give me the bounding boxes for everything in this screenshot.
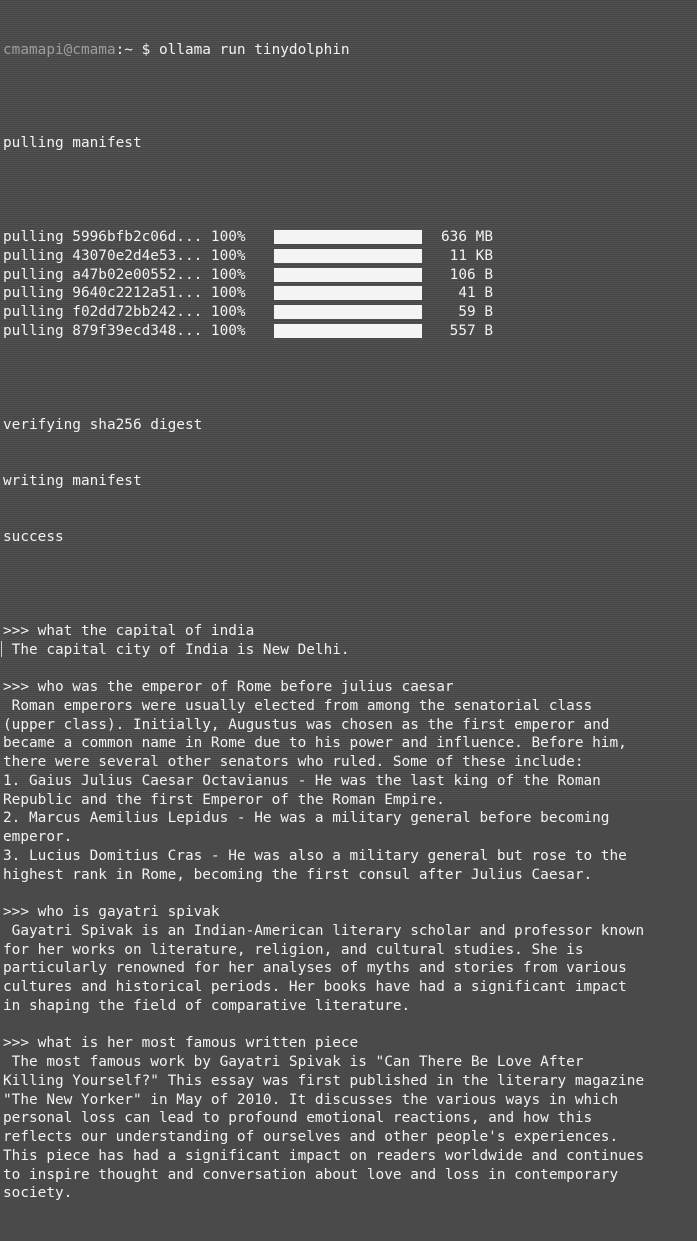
response-line: (upper class). Initially, Augustus was chosen as the first emperor and <box>3 716 610 733</box>
response-line: in shaping the field of comparative literature. <box>3 997 411 1014</box>
response-line: The capital city of India is New Delhi. <box>3 641 350 658</box>
response-line: highest rank in Rome, becoming the first consul after Julius Caesar. <box>3 866 593 883</box>
blank-line <box>3 884 697 903</box>
user-prompt: >>> who is gayatri spivak <box>3 904 220 920</box>
pull-label: pulling 5996bfb2c06d... 100% <box>3 229 246 245</box>
response-line: 1. Gaius Julius Caesar Octavianus - He was the last king of the Roman <box>3 772 601 789</box>
blank-line <box>3 659 697 678</box>
pull-row <box>3 284 697 303</box>
progress-bar <box>274 249 422 263</box>
pull-row <box>3 322 697 341</box>
response-line: reflects our understanding of ourselves and other people's experiences. <box>3 1129 619 1145</box>
pull-row <box>3 247 697 266</box>
prompt-command: :~ $ ollama run tinydolphin <box>115 41 350 58</box>
command-line <box>3 41 697 60</box>
progress-bar <box>274 305 422 319</box>
response-line: 3. Lucius Domitius Cras - He was also a military general but rose to the <box>3 847 627 864</box>
pull-row <box>3 303 697 322</box>
response-line: Roman emperors were usually elected from among the senatorial class <box>3 697 593 714</box>
response-line: personal loss can lead to profound emotional reactions, and how this <box>3 1110 593 1127</box>
pull-label: pulling 9640c2212a51... 100% <box>3 285 246 302</box>
pull-label: pulling 43070e2d4e53... 100% <box>3 247 246 264</box>
response-line: became a common name in Rome due to his power and influence. Before him, <box>3 735 627 752</box>
pull-size: 41 B <box>458 285 493 302</box>
response-line: This piece has had a significant impact on readers worldwide and continues <box>3 1147 645 1164</box>
response-line: The most famous work by Gayatri Spivak is "Can There Be Love After <box>3 1054 584 1070</box>
response-line: society. <box>3 1185 73 1202</box>
pull-label: pulling 879f39ecd348... 100% <box>3 322 246 339</box>
pull-size: 59 B <box>458 304 493 320</box>
prompt-user-host: cmamapi@cmama <box>3 41 116 58</box>
status-line: success <box>3 529 64 545</box>
status-top <box>3 97 697 191</box>
progress-bar <box>274 324 422 338</box>
status-line: pulling manifest <box>3 135 142 152</box>
response-line: 2. Marcus Aemilius Lepidus - He was a military general before becoming <box>3 810 610 827</box>
progress-bar <box>274 230 422 244</box>
user-prompt: >>> what is her most famous written piece <box>3 1035 359 1052</box>
status-line: verifying sha256 digest <box>3 416 203 433</box>
response-line: "The New Yorker" in May of 2010. It discusses the various ways in which <box>3 1091 619 1108</box>
pull-row <box>3 266 697 285</box>
user-prompt: >>> who was the emperor of Rome before julius caesar <box>3 679 454 695</box>
user-prompt: >>> what the capital of india <box>3 622 255 639</box>
text-cursor <box>1 641 2 657</box>
response-line: Gayatri Spivak is an Indian-American literary scholar and professor known <box>3 922 645 939</box>
pull-size: 636 MB <box>441 229 493 245</box>
response-line: emperor. <box>3 829 73 845</box>
progress-bar <box>274 268 422 282</box>
response-line: Republic and the first Emperor of the Roman Empire. <box>3 791 445 808</box>
pull-label: pulling f02dd72bb242... 100% <box>3 304 246 320</box>
conversation <box>3 622 697 1203</box>
progress-bar <box>274 286 422 300</box>
status-line: writing manifest <box>3 472 142 489</box>
pull-size: 11 KB <box>449 247 493 264</box>
pull-size: 557 B <box>449 322 493 339</box>
pull-row <box>3 228 697 247</box>
status-bottom <box>3 378 697 584</box>
pull-size: 106 B <box>449 266 493 283</box>
response-line: to inspire thought and conversation about love and loss in contemporary <box>3 1166 619 1183</box>
response-line: there were several other senators who ruled. Some of these include: <box>3 754 584 770</box>
blank-line <box>3 1016 697 1035</box>
response-line: for her works on literature, religion, and cultural studies. She is <box>3 941 584 958</box>
pull-list <box>3 228 697 341</box>
pull-label: pulling a47b02e00552... 100% <box>3 266 246 283</box>
response-line: particularly renowned for her analyses of myths and stories from various <box>3 960 627 977</box>
response-line: Killing Yourself?" This essay was first published in the literary magazine <box>3 1072 645 1089</box>
response-line: cultures and historical periods. Her books have had a significant impact <box>3 979 627 995</box>
